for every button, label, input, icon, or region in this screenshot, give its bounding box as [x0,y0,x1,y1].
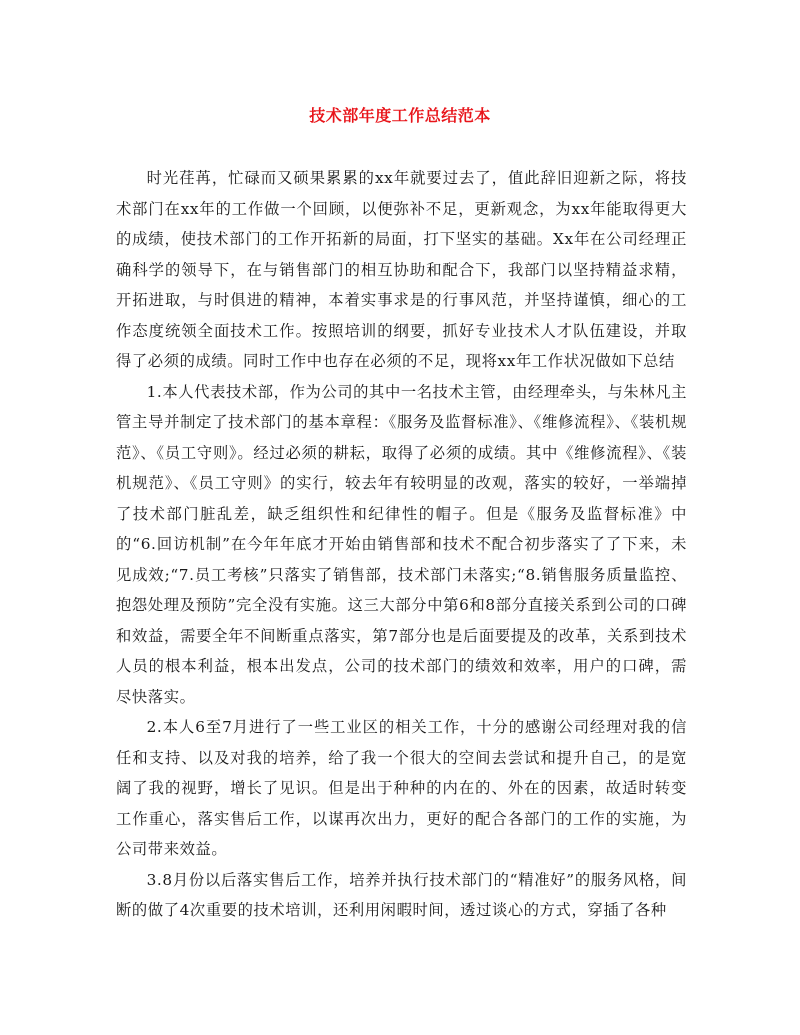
paragraph-item-1: 1.本人代表技术部，作为公司的其中一名技术主管，由经理牵头，与朱林凡主管主导并制定了技术部门的基本章程：《服务及监督标准》、《维修流程》、《装机规范》、《员工守则》。经过必须的耕耘，取得了必须的成绩。其中《维修流程》、《装机规范》、《员工守则》的实行，较去年有较明显的改观，落实的较好，一举端掉了技术部门脏乱差，缺乏组织性和纪律性的帽子。但是《服务及监督标准》中的“6.回访机制”在今年年底才开始由销售部和技术不配合初步落实了了下来，未见成效;“7.员工考核”只落实了销售部，技术部门未落实;“8.销售服务质量监控、抱怨处理及预防”完全没有实施。这三大部分中第6和8部分直接关系到公司的口碑和效益，需要全年不间断重点落实，第7部分也是后面要提及的改革，关系到技术人员的根本利益，根本出发点，公司的技术部门的绩效和效率，用户的口碑，需尽快落实。 [116,382,687,706]
paragraph-intro: 时光荏苒，忙碌而又硕果累累的xx年就要过去了，值此辞旧迎新之际，将技术部门在xx年的工作做一个回顾，以便弥补不足，更新观念，为xx年能取得更大的成绩，使技术部门的工作开拓新的局面，打下坚实的基础。Xx年在公司经理正确科学的领导下，在与销售部门的相互协助和配合下，我部门以坚持精益求精，开拓进取，与时俱进的精神，本着实事求是的行事风范，并坚持谨慎，细心的工作态度统领全面技术工作。按照培训的纲要，抓好专业技术人才队伍建设，并取得了必须的成绩。同时工作中也存在必须的不足，现将xx年工作状况做如下总结 [116,169,687,370]
paragraph-item-2: 2.本人6至7月进行了一些工业区的相关工作，十分的感谢公司经理对我的信任和支持、以及对我的培养，给了我一个很大的空间去尝试和提升自己，的是宽阔了我的视野，增长了见识。但是出于种种的内在的、外在的因素，故适时转变工作重心，落实售后工作，以谋再次出力，更好的配合各部门的工作的实施，为公司带来效益。 [116,718,687,858]
document-title: 技术部年度工作总结范本 [309,106,491,125]
paragraph-item-3: 3.8月份以后落实售后工作，培养并执行技术部门的“精准好”的服务风格，间断的做了4次重要的技术培训，还利用闲暇时间，透过谈心的方式，穿插了各种 [116,870,687,919]
document-body [116,163,687,926]
